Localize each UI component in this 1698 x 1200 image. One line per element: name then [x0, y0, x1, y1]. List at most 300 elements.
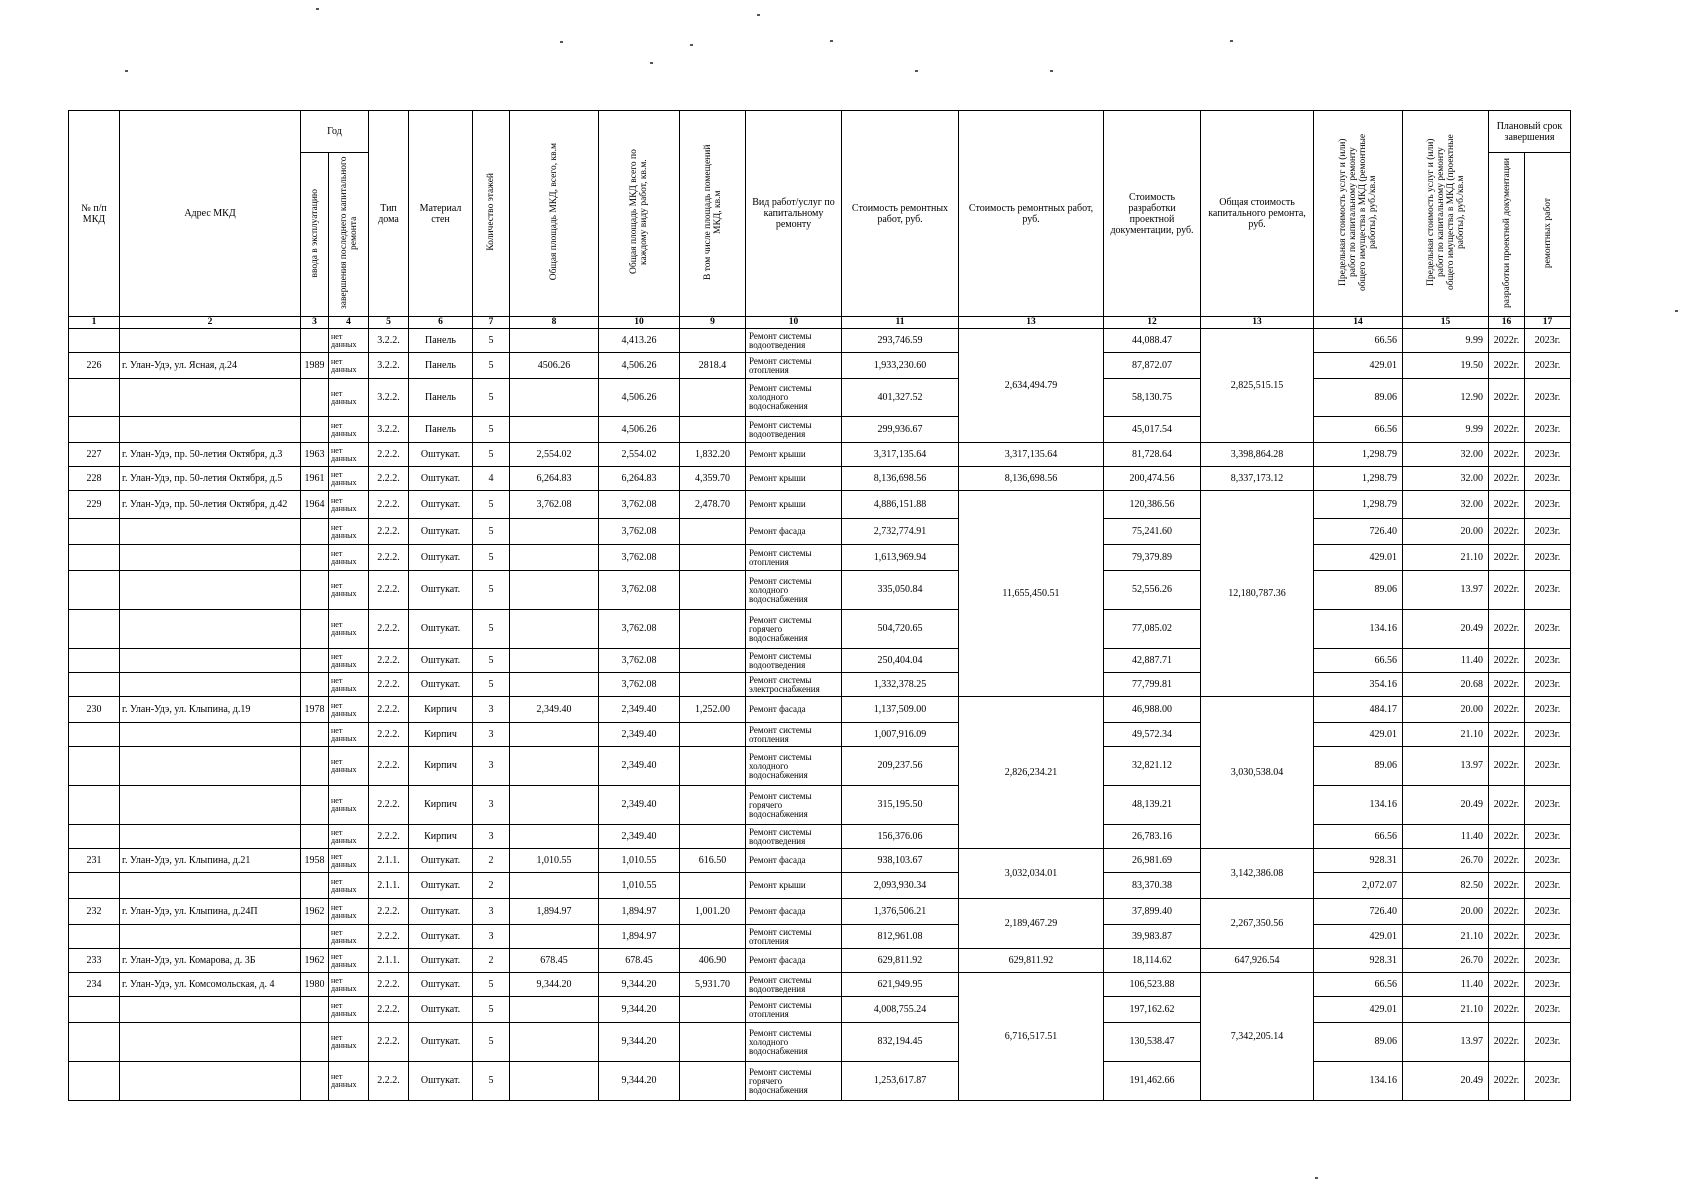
cell-area-per-work: 4,413.26 — [599, 329, 680, 353]
table-row — [69, 747, 1571, 786]
cell-deadline-design: 2022г. — [1489, 649, 1525, 673]
table-row — [69, 417, 1571, 443]
cell-repair-cost: 4,008,755.24 — [842, 997, 959, 1023]
cell-area-per-work: 3,762.08 — [599, 491, 680, 519]
cell-deadline-repair: 2023г. — [1525, 519, 1571, 545]
cell-deadline-design: 2022г. — [1489, 849, 1525, 873]
cell-design-cost: 87,872.07 — [1104, 353, 1201, 379]
cell-work-type: Ремонт фасада — [746, 899, 842, 925]
column-number-row — [69, 317, 1571, 329]
cell-work-type: Ремонт системы водоотведения — [746, 973, 842, 997]
cell-year-last-repair: нет данных — [329, 353, 369, 379]
cell-year-commission: 1961 — [301, 467, 329, 491]
cell-area-per-work: 4,506.26 — [599, 379, 680, 417]
cell-floors: 5 — [473, 491, 510, 519]
table-row — [69, 949, 1571, 973]
cell-design-cost: 52,556.26 — [1104, 571, 1201, 610]
cell-year-commission — [301, 649, 329, 673]
cell-design-cost: 39,983.87 — [1104, 925, 1201, 949]
cell-floors: 5 — [473, 1062, 510, 1101]
cell-year-last-repair: нет данных — [329, 786, 369, 825]
col-premises-area-header — [680, 111, 746, 317]
cell-year-last-repair: нет данных — [329, 697, 369, 723]
cell-work-type: Ремонт системы отопления — [746, 353, 842, 379]
cell-year-commission — [301, 873, 329, 899]
cell-total-area — [510, 873, 599, 899]
cell-premises-area — [680, 649, 746, 673]
cell-deadline-repair: 2023г. — [1525, 417, 1571, 443]
cell-num — [69, 723, 120, 747]
column-number: 11 — [842, 317, 959, 329]
cell-num: 230 — [69, 697, 120, 723]
cell-premises-area: 2,478.70 — [680, 491, 746, 519]
cell-work-type: Ремонт системы холодного водоснабжения — [746, 571, 842, 610]
cell-deadline-design: 2022г. — [1489, 786, 1525, 825]
cell-repair-cost: 812,961.08 — [842, 925, 959, 949]
cell-year-commission — [301, 786, 329, 825]
cell-limit-repair: 134.16 — [1314, 786, 1403, 825]
cell-floors: 3 — [473, 747, 510, 786]
cell-limit-design: 32.00 — [1403, 443, 1489, 467]
cell-work-type: Ремонт фасада — [746, 949, 842, 973]
col-year-last-repair-header — [329, 153, 369, 317]
cell-year-last-repair: нет данных — [329, 491, 369, 519]
cell-premises-area — [680, 545, 746, 571]
col-limit-repair-label: Предельная стоимость услуг и (или) работ по капитальному ремонту общего имущества в МКД (ремонтные работы), руб./кв.м — [1338, 133, 1378, 291]
cell-num: 232 — [69, 899, 120, 925]
cell-limit-design: 82.50 — [1403, 873, 1489, 899]
cell-year-last-repair: нет данных — [329, 571, 369, 610]
cell-year-commission — [301, 997, 329, 1023]
cell-wall-material: Кирпич — [409, 747, 473, 786]
table-row — [69, 723, 1571, 747]
cell-house-type: 2.2.2. — [369, 1023, 409, 1062]
cell-limit-design: 9.99 — [1403, 417, 1489, 443]
cell-address: г. Улан-Удэ, ул. Комарова, д. 3Б — [120, 949, 301, 973]
cell-deadline-repair: 2023г. — [1525, 949, 1571, 973]
cell-limit-repair: 928.31 — [1314, 949, 1403, 973]
cell-limit-design: 13.97 — [1403, 571, 1489, 610]
cell-house-type: 2.2.2. — [369, 825, 409, 849]
cell-work-type: Ремонт системы горячего водоснабжения — [746, 786, 842, 825]
cell-repair-cost: 315,195.50 — [842, 786, 959, 825]
cell-premises-area — [680, 519, 746, 545]
cell-deadline-repair: 2023г. — [1525, 1062, 1571, 1101]
cell-deadline-design: 2022г. — [1489, 443, 1525, 467]
column-number: 16 — [1489, 317, 1525, 329]
cell-area-per-work: 3,762.08 — [599, 545, 680, 571]
cell-address: г. Улан-Удэ, ул. Клыпина, д.24П — [120, 899, 301, 925]
cell-deadline-repair: 2023г. — [1525, 443, 1571, 467]
cell-year-last-repair: нет данных — [329, 417, 369, 443]
cell-year-last-repair: нет данных — [329, 1023, 369, 1062]
cell-limit-design: 12.90 — [1403, 379, 1489, 417]
cell-num — [69, 1062, 120, 1101]
cell-deadline-repair: 2023г. — [1525, 873, 1571, 899]
cell-year-commission: 1963 — [301, 443, 329, 467]
cell-work-type: Ремонт крыши — [746, 467, 842, 491]
table-row — [69, 997, 1571, 1023]
cell-house-type: 2.2.2. — [369, 610, 409, 649]
cell-premises-area — [680, 1062, 746, 1101]
column-number: 10 — [599, 317, 680, 329]
column-number: 6 — [409, 317, 473, 329]
cell-total-area — [510, 1062, 599, 1101]
cell-house-type: 3.2.2. — [369, 379, 409, 417]
cell-area-per-work: 2,349.40 — [599, 723, 680, 747]
cell-design-cost: 79,379.89 — [1104, 545, 1201, 571]
cell-repair-cost: 1,137,509.00 — [842, 697, 959, 723]
table-row — [69, 649, 1571, 673]
cell-num: 233 — [69, 949, 120, 973]
column-number: 17 — [1525, 317, 1571, 329]
col-material-header: Материал стен — [409, 111, 473, 317]
cell-deadline-design: 2022г. — [1489, 491, 1525, 519]
column-number: 1 — [69, 317, 120, 329]
cell-year-last-repair: нет данных — [329, 379, 369, 417]
cell-house-type: 2.2.2. — [369, 649, 409, 673]
cell-design-cost: 83,370.38 — [1104, 873, 1201, 899]
scan-speck — [690, 44, 693, 46]
column-number: 15 — [1403, 317, 1489, 329]
cell-floors: 5 — [473, 673, 510, 697]
cell-premises-area: 1,001.20 — [680, 899, 746, 925]
cell-year-commission — [301, 825, 329, 849]
cell-deadline-design: 2022г. — [1489, 417, 1525, 443]
cell-floors: 5 — [473, 443, 510, 467]
cell-deadline-repair: 2023г. — [1525, 723, 1571, 747]
cell-deadline-repair: 2023г. — [1525, 649, 1571, 673]
cell-floors: 3 — [473, 786, 510, 825]
cell-house-type: 2.2.2. — [369, 545, 409, 571]
cell-work-type: Ремонт системы водоотведения — [746, 329, 842, 353]
cell-repair-cost: 1,253,617.87 — [842, 1062, 959, 1101]
cell-deadline-repair: 2023г. — [1525, 571, 1571, 610]
cell-wall-material: Оштукат. — [409, 1023, 473, 1062]
cell-year-commission: 1958 — [301, 849, 329, 873]
cell-premises-area — [680, 786, 746, 825]
cell-deadline-design: 2022г. — [1489, 1023, 1525, 1062]
cell-repair-cost-total: 8,136,698.56 — [959, 467, 1104, 491]
cell-work-type: Ремонт системы отопления — [746, 545, 842, 571]
cell-deadline-repair: 2023г. — [1525, 329, 1571, 353]
cell-year-commission — [301, 1062, 329, 1101]
cell-year-commission — [301, 379, 329, 417]
cell-design-cost: 44,088.47 — [1104, 329, 1201, 353]
cell-design-cost: 49,572.34 — [1104, 723, 1201, 747]
cell-house-type: 2.1.1. — [369, 949, 409, 973]
cell-repair-cost: 293,746.59 — [842, 329, 959, 353]
cell-limit-repair: 726.40 — [1314, 519, 1403, 545]
cell-premises-area — [680, 925, 746, 949]
cell-house-type: 2.1.1. — [369, 873, 409, 899]
cell-house-type: 2.2.2. — [369, 467, 409, 491]
cell-premises-area: 1,832.20 — [680, 443, 746, 467]
cell-floors: 3 — [473, 723, 510, 747]
cell-deadline-repair: 2023г. — [1525, 545, 1571, 571]
cell-limit-repair: 66.56 — [1314, 649, 1403, 673]
cell-year-last-repair: нет данных — [329, 673, 369, 697]
cell-total-area — [510, 379, 599, 417]
cell-area-per-work: 2,349.40 — [599, 697, 680, 723]
cell-work-type: Ремонт системы отопления — [746, 723, 842, 747]
cell-deadline-design: 2022г. — [1489, 329, 1525, 353]
cell-limit-repair: 66.56 — [1314, 973, 1403, 997]
cell-area-per-work: 2,349.40 — [599, 825, 680, 849]
cell-design-cost: 26,981.69 — [1104, 849, 1201, 873]
cell-total-area: 4506.26 — [510, 353, 599, 379]
col-limit-repair-header — [1314, 111, 1403, 317]
cell-design-cost: 46,988.00 — [1104, 697, 1201, 723]
cell-total-area — [510, 571, 599, 610]
cell-total-cost: 3,142,386.08 — [1201, 849, 1314, 899]
col-num-header: № п/п МКД — [69, 111, 120, 317]
cell-repair-cost: 299,936.67 — [842, 417, 959, 443]
cell-address — [120, 723, 301, 747]
cell-limit-repair: 726.40 — [1314, 899, 1403, 925]
cell-area-per-work: 2,554.02 — [599, 443, 680, 467]
cell-premises-area — [680, 379, 746, 417]
cell-year-last-repair: нет данных — [329, 610, 369, 649]
cell-premises-area — [680, 610, 746, 649]
cell-area-per-work: 4,506.26 — [599, 353, 680, 379]
cell-year-last-repair: нет данных — [329, 873, 369, 899]
cell-house-type: 2.2.2. — [369, 491, 409, 519]
cell-limit-repair: 66.56 — [1314, 329, 1403, 353]
cell-limit-repair: 66.56 — [1314, 417, 1403, 443]
cell-address: г. Улан-Удэ, ул. Клыпина, д.19 — [120, 697, 301, 723]
cell-limit-design: 20.49 — [1403, 1062, 1489, 1101]
cell-deadline-repair: 2023г. — [1525, 997, 1571, 1023]
cell-total-cost: 647,926.54 — [1201, 949, 1314, 973]
cell-area-per-work: 1,894.97 — [599, 925, 680, 949]
cell-num — [69, 329, 120, 353]
cell-repair-cost: 1,007,916.09 — [842, 723, 959, 747]
cell-wall-material: Оштукат. — [409, 610, 473, 649]
cell-work-type: Ремонт крыши — [746, 491, 842, 519]
cell-deadline-repair: 2023г. — [1525, 973, 1571, 997]
cell-limit-design: 21.10 — [1403, 997, 1489, 1023]
cell-floors: 5 — [473, 417, 510, 443]
cell-deadline-design: 2022г. — [1489, 925, 1525, 949]
cell-num: 229 — [69, 491, 120, 519]
cell-wall-material: Оштукат. — [409, 443, 473, 467]
cell-floors: 5 — [473, 353, 510, 379]
cell-repair-cost-total: 3,317,135.64 — [959, 443, 1104, 467]
cell-wall-material: Кирпич — [409, 723, 473, 747]
cell-wall-material: Кирпич — [409, 697, 473, 723]
cell-design-cost: 77,085.02 — [1104, 610, 1201, 649]
cell-wall-material: Оштукат. — [409, 973, 473, 997]
cell-year-last-repair: нет данных — [329, 1062, 369, 1101]
cell-repair-cost: 8,136,698.56 — [842, 467, 959, 491]
cell-premises-area — [680, 329, 746, 353]
col-deadline-design-header — [1489, 153, 1525, 317]
table-row — [69, 443, 1571, 467]
cell-design-cost: 37,899.40 — [1104, 899, 1201, 925]
col-limit-design-header — [1403, 111, 1489, 317]
cell-total-cost: 8,337,173.12 — [1201, 467, 1314, 491]
cell-limit-repair: 1,298.79 — [1314, 491, 1403, 519]
column-number: 10 — [746, 317, 842, 329]
cell-address — [120, 786, 301, 825]
cell-house-type: 2.2.2. — [369, 925, 409, 949]
cell-year-commission — [301, 545, 329, 571]
table-row — [69, 825, 1571, 849]
cell-limit-repair: 66.56 — [1314, 825, 1403, 849]
cell-floors: 5 — [473, 997, 510, 1023]
cell-limit-repair: 89.06 — [1314, 1023, 1403, 1062]
cell-house-type: 2.2.2. — [369, 899, 409, 925]
cell-num — [69, 925, 120, 949]
cell-premises-area: 4,359.70 — [680, 467, 746, 491]
cell-wall-material: Оштукат. — [409, 997, 473, 1023]
cell-work-type: Ремонт крыши — [746, 443, 842, 467]
cell-repair-cost-total: 2,826,234.21 — [959, 697, 1104, 849]
cell-floors: 5 — [473, 545, 510, 571]
column-number: 14 — [1314, 317, 1403, 329]
cell-limit-design: 26.70 — [1403, 949, 1489, 973]
cell-deadline-design: 2022г. — [1489, 949, 1525, 973]
cell-area-per-work: 9,344.20 — [599, 997, 680, 1023]
cell-limit-repair: 429.01 — [1314, 723, 1403, 747]
cell-limit-design: 19.50 — [1403, 353, 1489, 379]
cell-floors: 5 — [473, 610, 510, 649]
col-design-cost-header: Стоимость разработки проектной документации, руб. — [1104, 111, 1201, 317]
col-house-type-header: Тип дома — [369, 111, 409, 317]
cell-deadline-design: 2022г. — [1489, 673, 1525, 697]
cell-deadline-repair: 2023г. — [1525, 697, 1571, 723]
cell-address — [120, 545, 301, 571]
cell-house-type: 2.1.1. — [369, 849, 409, 873]
cell-total-area: 9,344.20 — [510, 973, 599, 997]
cell-limit-repair: 89.06 — [1314, 379, 1403, 417]
cell-limit-repair: 89.06 — [1314, 747, 1403, 786]
cell-num: 231 — [69, 849, 120, 873]
cell-design-cost: 77,799.81 — [1104, 673, 1201, 697]
table-row — [69, 786, 1571, 825]
cell-floors: 3 — [473, 899, 510, 925]
table-row — [69, 873, 1571, 899]
scan-speck — [1315, 1177, 1318, 1179]
cell-wall-material: Оштукат. — [409, 571, 473, 610]
cell-premises-area — [680, 825, 746, 849]
cell-address — [120, 925, 301, 949]
col-floors-header — [473, 111, 510, 317]
cell-total-cost: 2,825,515.15 — [1201, 329, 1314, 443]
cell-repair-cost: 401,327.52 — [842, 379, 959, 417]
table-row — [69, 467, 1571, 491]
cell-area-per-work: 6,264.83 — [599, 467, 680, 491]
cell-repair-cost: 156,376.06 — [842, 825, 959, 849]
cell-repair-cost-total: 629,811.92 — [959, 949, 1104, 973]
cell-floors: 5 — [473, 571, 510, 610]
cell-floors: 5 — [473, 519, 510, 545]
cell-deadline-repair: 2023г. — [1525, 353, 1571, 379]
cell-year-last-repair: нет данных — [329, 545, 369, 571]
cell-deadline-design: 2022г. — [1489, 519, 1525, 545]
scan-speck — [1230, 40, 1233, 42]
cell-limit-repair: 354.16 — [1314, 673, 1403, 697]
cell-deadline-repair: 2023г. — [1525, 825, 1571, 849]
cell-total-area — [510, 1023, 599, 1062]
cell-repair-cost: 335,050.84 — [842, 571, 959, 610]
cell-floors: 3 — [473, 825, 510, 849]
cell-year-last-repair: нет данных — [329, 329, 369, 353]
cell-address — [120, 649, 301, 673]
scan-speck — [1675, 310, 1678, 312]
cell-year-commission: 1989 — [301, 353, 329, 379]
cell-deadline-design: 2022г. — [1489, 873, 1525, 899]
cell-total-area — [510, 610, 599, 649]
cell-limit-repair: 89.06 — [1314, 571, 1403, 610]
cell-total-area — [510, 786, 599, 825]
cell-design-cost: 106,523.88 — [1104, 973, 1201, 997]
cell-work-type: Ремонт системы холодного водоснабжения — [746, 1023, 842, 1062]
cell-address: г. Улан-Удэ, пр. 50-летия Октября, д.42 — [120, 491, 301, 519]
cell-num: 227 — [69, 443, 120, 467]
col-deadline-repair-header — [1525, 153, 1571, 317]
cell-design-cost: 75,241.60 — [1104, 519, 1201, 545]
cell-area-per-work: 2,349.40 — [599, 786, 680, 825]
cell-year-commission — [301, 571, 329, 610]
table-row — [69, 849, 1571, 873]
cell-deadline-design: 2022г. — [1489, 899, 1525, 925]
col-total-area-label: Общая площадь МКД, всего, кв.м — [549, 143, 559, 281]
column-number: 4 — [329, 317, 369, 329]
cell-deadline-repair: 2023г. — [1525, 849, 1571, 873]
col-year-last-repair-label: завершения последнего капитального ремонта — [338, 156, 359, 310]
cell-address: г. Улан-Удэ, пр. 50-летия Октября, д.5 — [120, 467, 301, 491]
cell-repair-cost: 209,237.56 — [842, 747, 959, 786]
cell-limit-design: 21.10 — [1403, 723, 1489, 747]
table-row — [69, 353, 1571, 379]
cell-deadline-repair: 2023г. — [1525, 786, 1571, 825]
cell-wall-material: Оштукат. — [409, 673, 473, 697]
cell-house-type: 2.2.2. — [369, 723, 409, 747]
cell-limit-design: 20.00 — [1403, 697, 1489, 723]
cell-total-cost: 12,180,787.36 — [1201, 491, 1314, 697]
cell-total-area — [510, 825, 599, 849]
cell-design-cost: 48,139.21 — [1104, 786, 1201, 825]
cell-floors: 5 — [473, 649, 510, 673]
cell-address: г. Улан-Удэ, ул. Клыпина, д.21 — [120, 849, 301, 873]
cell-limit-design: 11.40 — [1403, 973, 1489, 997]
cell-year-last-repair: нет данных — [329, 997, 369, 1023]
cell-area-per-work: 1,010.55 — [599, 873, 680, 899]
cell-floors: 5 — [473, 379, 510, 417]
cell-limit-repair: 429.01 — [1314, 545, 1403, 571]
scan-speck — [560, 41, 563, 43]
cell-year-commission — [301, 723, 329, 747]
cell-deadline-repair: 2023г. — [1525, 610, 1571, 649]
column-number: 13 — [959, 317, 1104, 329]
cell-total-area: 678.45 — [510, 949, 599, 973]
cell-house-type: 2.2.2. — [369, 673, 409, 697]
col-work-type-header: Вид работ/услуг по капитальному ремонту — [746, 111, 842, 317]
cell-premises-area — [680, 723, 746, 747]
cell-floors: 4 — [473, 467, 510, 491]
cell-year-commission: 1978 — [301, 697, 329, 723]
cell-deadline-repair: 2023г. — [1525, 491, 1571, 519]
cell-house-type: 2.2.2. — [369, 571, 409, 610]
cell-design-cost: 200,474.56 — [1104, 467, 1201, 491]
column-number: 9 — [680, 317, 746, 329]
cell-year-last-repair: нет данных — [329, 849, 369, 873]
cell-num — [69, 1023, 120, 1062]
cell-num — [69, 649, 120, 673]
col-year-group-header: Год — [301, 111, 369, 153]
